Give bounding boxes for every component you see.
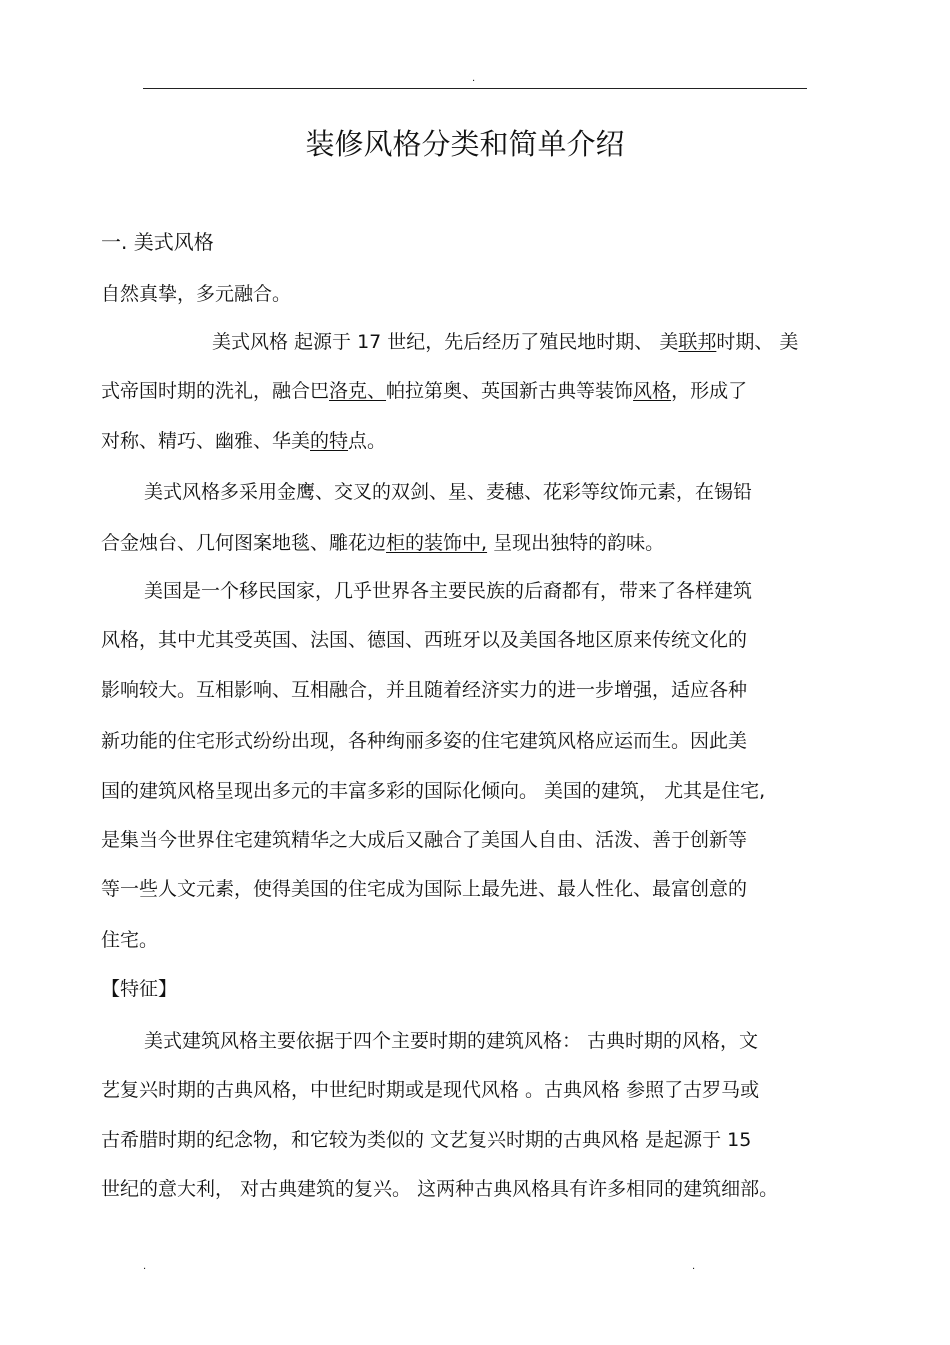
paragraph-3-line-2: 风格，其中尤其受英国、法国、德国、西班牙以及美国各地区原来传统文化的	[101, 629, 748, 651]
paragraph-1-line-3	[101, 428, 386, 454]
section-subtitle: 自然真挚，多元融合。	[101, 283, 292, 305]
paragraph-2-line-2	[101, 530, 664, 556]
section-heading: 一. 美式风格	[101, 230, 214, 254]
paragraph-3-line-1: 美国是一个移民国家，几乎世界各主要民族的后裔都有，带来了各样建筑	[144, 580, 753, 602]
text-run: 点。	[348, 430, 387, 452]
paragraph-4-line-4: 世纪的意大利， 对古典建筑的复兴。 这两种古典风格具有许多相同的建筑细部。	[101, 1178, 779, 1200]
paragraph-3-line-7: 等一些人文元素，使得美国的住宅成为国际上最先进、最人性化、最富创意的	[101, 878, 748, 900]
underlined-text: 的特	[310, 430, 349, 452]
paragraph-3-line-6: 是集当今世界住宅建筑精华之大成后又融合了美国人自由、活泼、善于创新等	[101, 829, 748, 851]
paragraph-3-line-8: 住宅。	[101, 929, 159, 951]
underlined-text: 联邦	[678, 331, 717, 353]
text-run: 美式风格 起源于 17 世纪，先后经历了殖民地时期、 美	[212, 331, 679, 353]
footer-right-dot: .	[692, 1261, 696, 1272]
paragraph-1-line-1	[212, 329, 798, 355]
paragraph-3-line-4: 新功能的住宅形式纷纷出现，各种绚丽多姿的住宅建筑风格应运而生。因此美	[101, 730, 748, 752]
paragraph-2-line-1: 美式风格多采用金鹰、交叉的双剑、星、麦穗、花彩等纹饰元素，在锡铅	[144, 481, 753, 503]
text-run: ，形成了	[671, 380, 748, 402]
underlined-text: 风格	[633, 380, 672, 402]
text-run: 式帝国时期的洗礼，融合巴	[101, 380, 330, 402]
text-run: 呈现出独特的韵味。	[487, 532, 665, 554]
paragraph-3-line-5: 国的建筑风格呈现出多元的丰富多彩的国际化倾向。 美国的建筑， 尤其是住宅,	[101, 780, 766, 802]
paragraph-4-line-3: 古希腊时期的纪念物，和它较为类似的 文艺复兴时期的古典风格 是起源于 15	[101, 1129, 752, 1151]
paragraph-4-line-1: 美式建筑风格主要依据于四个主要时期的建筑风格： 古典时期的风格，文	[144, 1030, 759, 1052]
text-run: 帕拉第奥、英国新古典等装饰	[386, 380, 634, 402]
text-run: 时期、 美	[716, 331, 799, 353]
paragraph-4-line-2: 艺复兴时期的古典风格，中世纪时期或是现代风格 。古典风格 参照了古罗马或	[101, 1079, 760, 1101]
text-run: 对称、精巧、幽雅、华美	[101, 430, 311, 452]
underlined-text: 洛克、	[329, 380, 387, 402]
header-rule	[143, 88, 807, 89]
text-run: 合金烛台、几何图案地毯、雕花边	[101, 532, 387, 554]
paragraph-1-line-2	[101, 378, 747, 404]
page-title: 装修风格分类和简单介绍	[305, 127, 625, 161]
footer-left-dot: .	[143, 1261, 147, 1272]
paragraph-3-line-3: 影响较大。互相影响、互相融合，并且随着经济实力的进一步增强，适应各种	[101, 679, 748, 701]
features-heading: 【特征】	[101, 978, 178, 1000]
header-dot: .	[472, 73, 476, 84]
underlined-text: 柜的装饰中,	[386, 532, 488, 554]
